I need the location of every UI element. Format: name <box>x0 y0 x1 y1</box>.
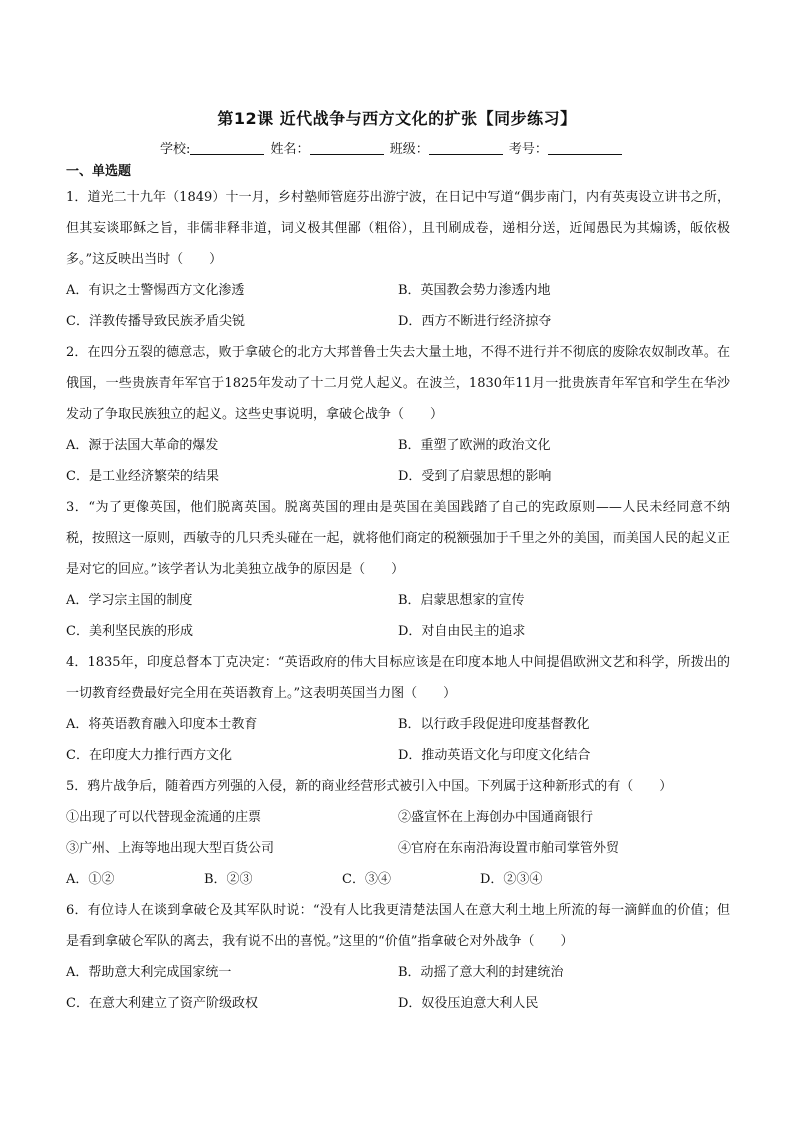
option-d[interactable]: D．西方不断进行经济掠夺 <box>398 314 552 329</box>
option-a[interactable]: A．帮助意大利完成国家统一 <box>66 965 232 980</box>
student-info-row <box>160 138 680 157</box>
question-2 <box>66 337 730 492</box>
name-label: 姓名： <box>270 142 310 157</box>
option-b[interactable]: B．动摇了意大利的封建统治 <box>398 965 564 980</box>
school-label: 学校: <box>160 142 191 157</box>
question-1 <box>66 182 730 337</box>
option-b[interactable]: B．以行政手段促进印度基督教化 <box>398 717 590 732</box>
option-d[interactable]: D．②③④ <box>480 872 543 887</box>
option-group <box>66 275 730 337</box>
school-blank[interactable] <box>190 142 264 155</box>
exam-no-label: 考号： <box>508 142 548 157</box>
statement-2: ②盛宣怀在上海创办中国通商银行 <box>398 810 594 825</box>
question-4 <box>66 647 730 771</box>
option-group <box>66 430 730 492</box>
option-a[interactable]: A．源于法国大革命的爆发 <box>66 438 219 453</box>
question-6 <box>66 895 730 1019</box>
page-title: 第12课 近代战争与西方文化的扩张【同步练习】 <box>217 109 577 128</box>
option-b[interactable]: B．启蒙思想家的宣传 <box>398 593 525 608</box>
option-group <box>66 957 730 1019</box>
question-5 <box>66 771 730 895</box>
question-stem: 3．“为了更像英国，他们脱离英国。脱离英国的理由是英国在美国践踏了自己的宪政原则——人民未经同意不纳税，按照这一原则，西敏寺的几只秃头碰在一起，就将他们商定的税额强加于千里之外的美国，而美国人民的起义正是对它的回应。”该学者认为北美独立战争的原因是（ ） <box>66 500 730 577</box>
question-stem: 4．1835年，印度总督本丁克决定：“英语政府的伟大目标应该是在印度本地人中间提倡欧洲文艺和科学，所拨出的一切教育经费最好完全用在英语教育上。”这表明英国当力图（ ） <box>66 655 730 701</box>
option-a[interactable]: A．有识之士警惕西方文化渗透 <box>66 283 245 298</box>
question-3 <box>66 492 730 647</box>
option-b[interactable]: B．重塑了欧洲的政治文化 <box>398 438 551 453</box>
section-heading: 一、单选题 <box>66 164 132 179</box>
option-a[interactable]: A．学习宗主国的制度 <box>66 593 193 608</box>
option-b[interactable]: B．英国教会势力渗透内地 <box>398 283 551 298</box>
question-stem: 5．鸦片战争后，随着西方列强的入侵，新的商业经营形式被引入中国。下列属于这种新形式的有（ ） <box>66 779 673 794</box>
option-d[interactable]: D．受到了启蒙思想的影响 <box>398 469 552 484</box>
class-blank[interactable] <box>429 142 503 155</box>
statement-4: ④官府在东南沿海设置市舶司掌管外贸 <box>398 841 620 856</box>
option-c[interactable]: C．③④ <box>342 872 391 887</box>
option-d[interactable]: D．奴役压迫意大利人民 <box>398 996 539 1011</box>
option-a[interactable]: A．①② <box>66 872 115 887</box>
option-group <box>66 585 730 647</box>
question-stem: 6．有位诗人在谈到拿破仑及其军队时说：“没有人比我更清楚法国人在意大利土地上所流的每一滴鲜血的价值；但是看到拿破仑军队的离去，我有说不出的喜悦。”这里的“价值”指拿破仑对外战争（ ） <box>66 903 730 949</box>
statement-1: ①出现了可以代替现金流通的庄票 <box>66 810 262 825</box>
option-c[interactable]: C．美利坚民族的形成 <box>66 624 193 639</box>
option-c[interactable]: C．在意大利建立了资产阶级政权 <box>66 996 258 1011</box>
statement-3: ③广州、上海等地出现大型百货公司 <box>66 841 275 856</box>
option-d[interactable]: D．推动英语文化与印度文化结合 <box>398 748 591 763</box>
exam-no-blank[interactable] <box>548 142 622 155</box>
question-stem: 2．在四分五裂的德意志，败于拿破仑的北方大邦普鲁士失去大量土地，不得不进行并不彻底的废除农奴制改革。在俄国，一些贵族青年军官于1825年发动了十二月党人起义。在波兰，1830年11月一批贵族青年军官和学生在华沙发动了争取民族独立的起义。这些史事说明，拿破仑战争（ ） <box>66 345 730 422</box>
option-c[interactable]: C．是工业经济繁荣的结果 <box>66 469 219 484</box>
option-c[interactable]: C．在印度大力推行西方文化 <box>66 748 232 763</box>
option-group <box>66 864 730 895</box>
option-b[interactable]: B．②③ <box>204 872 253 887</box>
question-list <box>66 182 730 1019</box>
option-c[interactable]: C．洋教传播导致民族矛盾尖锐 <box>66 314 245 329</box>
statement-group <box>66 802 730 864</box>
question-stem: 1．道光二十九年（1849）十一月，乡村塾师管庭芬出游宁波，在日记中写道“偶步南门，内有英夷设立讲书之所，但其妄谈耶稣之旨，非儒非释非道，词义极其俚鄙（粗俗），且刊刷成卷，递相分送，近闻愚民为其煽诱，皈依极多。”这反映出当时（ ） <box>66 190 730 267</box>
class-label: 班级： <box>389 142 429 157</box>
name-blank[interactable] <box>310 142 384 155</box>
option-a[interactable]: A．将英语教育融入印度本士教育 <box>66 717 258 732</box>
option-group <box>66 709 730 771</box>
option-d[interactable]: D．对自由民主的追求 <box>398 624 526 639</box>
